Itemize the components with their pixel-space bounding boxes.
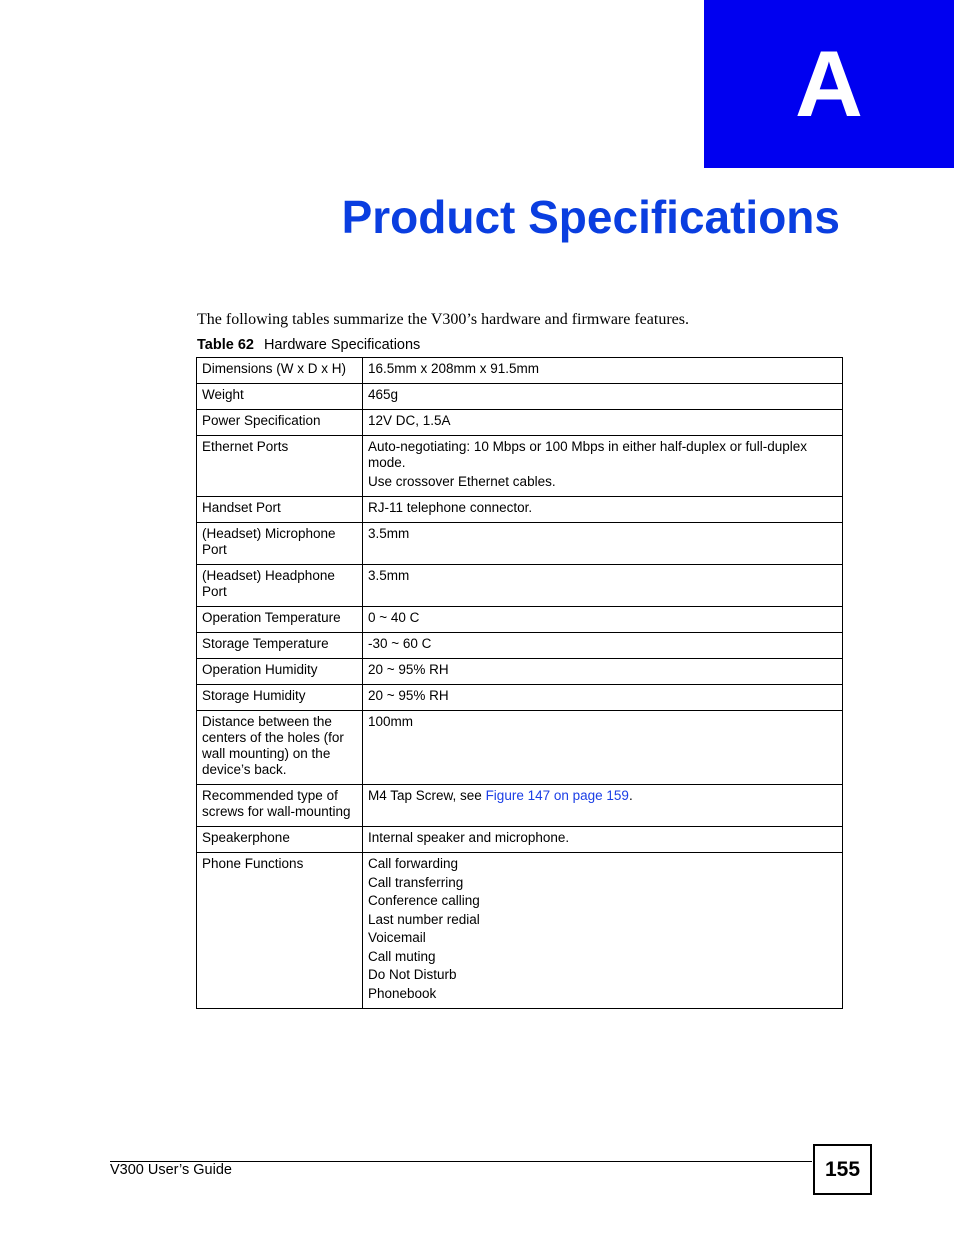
table-caption-number: Table 62 xyxy=(197,337,254,353)
spec-value-line: Call forwarding xyxy=(368,856,459,871)
intro-paragraph: The following tables summarize the V300’s hardware and firmware features. xyxy=(197,311,689,328)
spec-label: Distance between the centers of the holes (for wall mounting) on the device’s back. xyxy=(197,711,363,785)
spec-value xyxy=(363,384,843,410)
spec-label: (Headset) Microphone Port xyxy=(197,523,363,565)
spec-value xyxy=(363,827,843,853)
table-row xyxy=(197,633,843,659)
spec-value xyxy=(363,410,843,436)
spec-label: Operation Temperature xyxy=(197,607,363,633)
spec-label: Dimensions (W x D x H) xyxy=(197,358,363,384)
spec-value xyxy=(363,785,843,827)
spec-label: Weight xyxy=(197,384,363,410)
table-caption xyxy=(197,337,420,353)
table-row xyxy=(197,436,843,497)
spec-label: (Headset) Headphone Port xyxy=(197,565,363,607)
spec-value-line: Last number redial xyxy=(368,911,480,927)
spec-value-line: RJ-11 telephone connector. xyxy=(368,500,533,515)
hardware-specifications-table xyxy=(196,357,843,1009)
table-row xyxy=(197,785,843,827)
table-row xyxy=(197,607,843,633)
spec-value-line: Auto-negotiating: 10 Mbps or 100 Mbps in either half-duplex or full-duplex mode. xyxy=(368,439,808,470)
spec-value xyxy=(363,607,843,633)
spec-label: Power Specification xyxy=(197,410,363,436)
table-row xyxy=(197,523,843,565)
figure-reference-link[interactable]: Figure 147 on page 159 xyxy=(485,788,629,803)
table-row xyxy=(197,565,843,607)
spec-value-line: Call transferring xyxy=(368,874,464,890)
spec-label: Phone Functions xyxy=(197,853,363,1009)
table-row xyxy=(197,827,843,853)
page-number-text: 155 xyxy=(824,1157,861,1181)
spec-value-line: 20 ~ 95% RH xyxy=(368,662,449,677)
spec-value-line: 3.5mm xyxy=(368,526,410,541)
spec-label: Handset Port xyxy=(197,497,363,523)
spec-value-line: Conference calling xyxy=(368,893,480,908)
spec-value-line: Use crossover Ethernet cables. xyxy=(368,474,556,489)
spec-value xyxy=(363,523,843,565)
spec-value-line: Call muting xyxy=(368,948,436,964)
spec-value-line: Internal speaker and microphone. xyxy=(368,830,570,845)
table-row xyxy=(197,853,843,1009)
spec-label: Storage Humidity xyxy=(197,685,363,711)
spec-value-text: . xyxy=(628,788,633,803)
page-number xyxy=(813,1144,872,1195)
page-title: Product Specifications xyxy=(341,191,840,243)
spec-value xyxy=(363,565,843,607)
table-row xyxy=(197,410,843,436)
spec-value-line: Phonebook xyxy=(368,985,437,1001)
footer-guide-title: V300 User’s Guide xyxy=(110,1162,232,1178)
table-row xyxy=(197,685,843,711)
spec-value-text: M4 Tap Screw, see xyxy=(368,788,486,803)
spec-label: Speakerphone xyxy=(197,827,363,853)
spec-value xyxy=(363,685,843,711)
table-row xyxy=(197,711,843,785)
spec-value xyxy=(363,853,843,1009)
spec-value xyxy=(363,711,843,785)
spec-label: Operation Humidity xyxy=(197,659,363,685)
spec-value xyxy=(363,436,843,497)
spec-value-line: 465g xyxy=(368,387,399,402)
chapter-tab xyxy=(704,0,954,168)
table-row xyxy=(197,497,843,523)
spec-value-line: 16.5mm x 208mm x 91.5mm xyxy=(368,361,540,376)
spec-value xyxy=(363,659,843,685)
table-caption-title: Hardware Specifications xyxy=(263,337,421,353)
spec-value-line: Voicemail xyxy=(368,930,426,945)
table-row xyxy=(197,659,843,685)
table-row xyxy=(197,358,843,384)
chapter-letter: A xyxy=(795,31,863,136)
spec-value xyxy=(363,358,843,384)
spec-label: Ethernet Ports xyxy=(197,436,363,497)
spec-label: Recommended type of screws for wall-mounting xyxy=(197,785,363,827)
spec-value-line: 0 ~ 40 C xyxy=(368,610,420,625)
spec-value-line: 3.5mm xyxy=(368,568,410,583)
spec-value-line: 12V DC, 1.5A xyxy=(368,413,451,428)
spec-value-line: 20 ~ 95% RH xyxy=(368,688,449,703)
spec-value xyxy=(363,497,843,523)
spec-value-line: -30 ~ 60 C xyxy=(368,636,432,651)
spec-value xyxy=(363,633,843,659)
table-row xyxy=(197,384,843,410)
spec-label: Storage Temperature xyxy=(197,633,363,659)
spec-value-line: 100mm xyxy=(368,714,414,729)
spec-value-line: Do Not Disturb xyxy=(368,967,457,982)
